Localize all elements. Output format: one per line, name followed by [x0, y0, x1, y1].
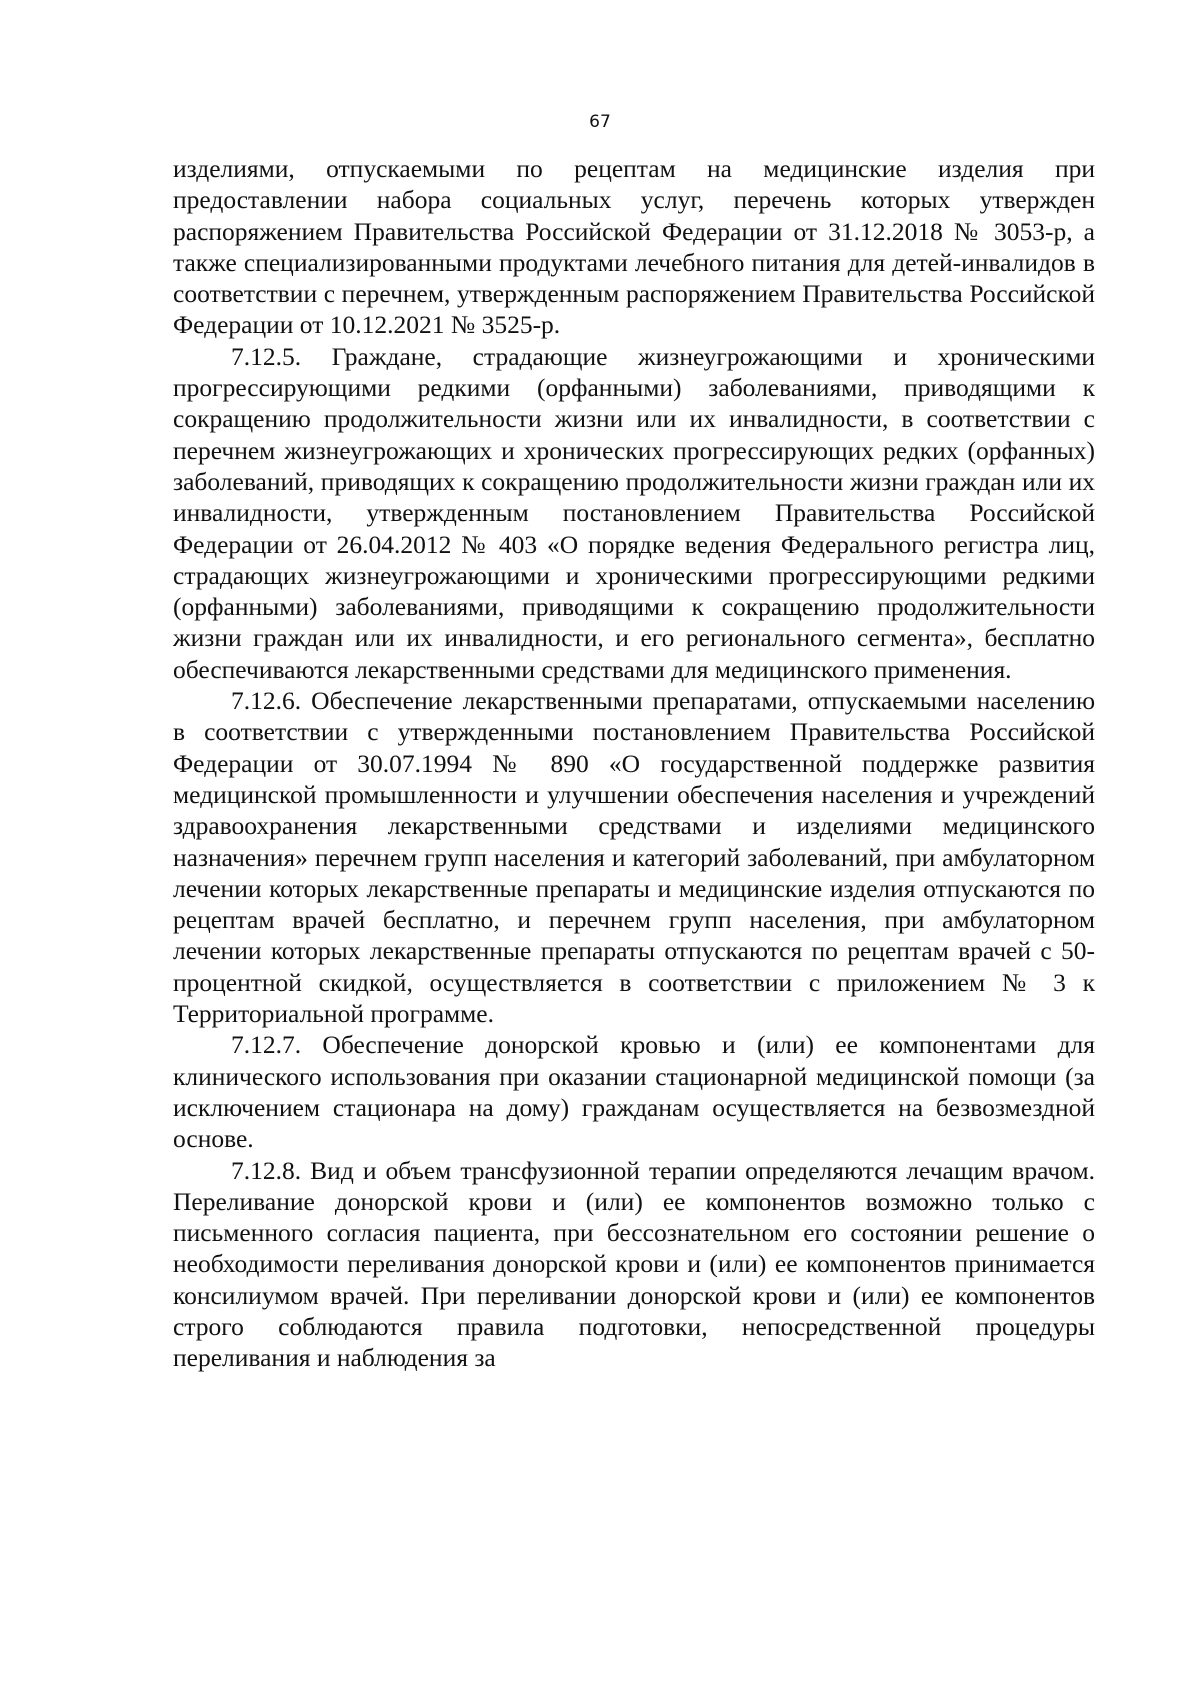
- paragraph-continuation: изделиями, отпускаемыми по рецептам на медицинские изделия при предоставлении набора социальных услуг, перечень которых утвержден распоряжением Правительства Российской Федерации от 31.12.2018 № 3053-р, а также специализированными продуктами лечебного питания для детей-инвалидов в соответствии с перечнем, утвержденным распоряжением Правительства Российской Федерации от 10.12.2021 № 3525-р.: [173, 154, 1095, 340]
- paragraph-7-12-8: 7.12.8. Вид и объем трансфузионной терапии определяются лечащим врачом. Переливание донорской крови и (или) ее компонентов возможно только с письменного согласия пациента, при бессознательном его состоянии решение о необходимости переливания донорской крови и (или) ее компонентов принимается консилиумом врачей. При переливании донорской крови и (или) ее компонентов строго соблюдаются правила подготовки, непосредственной процедуры переливания и наблюдения за: [173, 1155, 1095, 1373]
- paragraph-7-12-6: 7.12.6. Обеспечение лекарственными препаратами, отпускаемыми населению в соответствии с утвержденными постановлением Правительства Российской Федерации от 30.07.1994 № 890 «О государственной поддержке развития медицинской промышленности и улучшении обеспечения населения и учреждений здравоохранения лекарственными средствами и изделиями медицинского назначения» перечнем групп населения и категорий заболеваний, при амбулаторном лечении которых лекарственные препараты и медицинские изделия отпускаются по рецептам врачей бесплатно, и перечнем групп населения, при амбулаторном лечении которых лекарственные препараты отпускаются по рецептам врачей с 50-процентной скидкой, осуществляется в соответствии с приложением № 3 к Территориальной программе.: [173, 686, 1095, 1029]
- page-number: 67: [589, 112, 611, 132]
- paragraph-7-12-5: 7.12.5. Граждане, страдающие жизнеугрожающими и хроническими прогрессирующими редкими (орфанными) заболеваниями, приводящими к сокращению продолжительности жизни или их инвалидности, в соответствии с перечнем жизнеугрожающих и хронических прогрессирующих редких (орфанных) заболеваний, приводящих к сокращению продолжительности жизни граждан или их инвалидности, утвержденным постановлением Правительства Российской Федерации от 26.04.2012 № 403 «О порядке ведения Федерального регистра лиц, страдающих жизнеугрожающими и хроническими прогрессирующими редкими (орфанными) заболеваниями, приводящими к сокращению продолжительности жизни граждан или их инвалидности, и его регионального сегмента», бесплатно обеспечиваются лекарственными средствами для медицинского применения.: [173, 341, 1095, 684]
- document-body: [173, 153, 1095, 1374]
- paragraph-7-12-7: 7.12.7. Обеспечение донорской кровью и (или) ее компонентами для клинического использования при оказании стационарной медицинской помощи (за исключением стационара на дому) гражданам осуществляется на безвозмездной основе.: [173, 1030, 1095, 1154]
